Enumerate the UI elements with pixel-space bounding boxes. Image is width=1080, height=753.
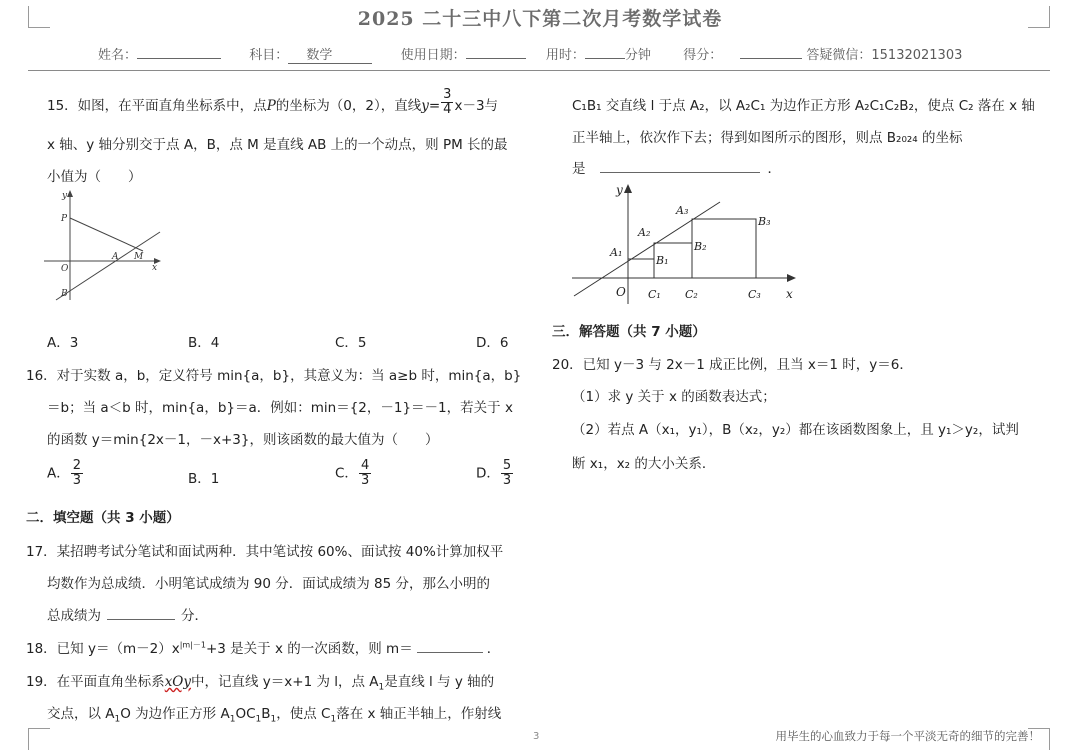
q19-label-b3: B₃ bbox=[758, 215, 771, 228]
q15-label-y: y bbox=[62, 191, 68, 201]
q15-label-b: B bbox=[61, 289, 68, 299]
q19-label-c3: C₃ bbox=[748, 288, 761, 301]
q20-line-1: 20．已知 y－3 与 2x－1 成正比例，且当 x＝1 时，y＝6． bbox=[552, 357, 913, 373]
q19-answer-blank[interactable] bbox=[600, 159, 760, 173]
q16-option-b[interactable]: B．1 bbox=[188, 471, 220, 487]
q15-label-a: A bbox=[112, 252, 119, 262]
q16-option-d[interactable] bbox=[476, 459, 514, 488]
q19-label-b1: B₁ bbox=[656, 254, 669, 267]
q15-label-x: x bbox=[152, 263, 158, 273]
q15-figure bbox=[40, 188, 165, 306]
q15-line-2: x 轴、y 轴分别交于点 A，B，点 M 是直线 AB 上的一个动点，则 PM 长的最 bbox=[47, 137, 508, 153]
q17-line-2: 均数作为总成绩．小明笔试成绩为 90 分．面试成绩为 85 分，那么小明的 bbox=[47, 576, 491, 592]
q15-var-y: y bbox=[421, 98, 429, 114]
subject-label: 科目： bbox=[249, 48, 289, 63]
q19-label-c1: C₁ bbox=[648, 288, 661, 301]
q17-line-3 bbox=[47, 604, 208, 624]
q17-text-a: 总成绩为 bbox=[47, 608, 101, 624]
q16-option-a-label: A． bbox=[47, 465, 70, 482]
q19-sub-1: 1 bbox=[378, 682, 385, 693]
q15-text-f: x－3与 bbox=[454, 98, 499, 114]
q19-label-a1: A₁ bbox=[610, 246, 623, 259]
q16-line-3: 的函数 y＝min{2x－1，－x+3}，则该函数的最大值为（ ） bbox=[47, 432, 439, 448]
q19-label-b2: B₂ bbox=[694, 240, 707, 253]
q19-l2-h: 1 bbox=[270, 714, 277, 725]
q19-l2-i: ，使点 C bbox=[276, 706, 331, 722]
q16-a-den: 3 bbox=[72, 473, 82, 488]
q19-label-a3: A₃ bbox=[676, 204, 689, 217]
q20-line-3: （2）若点 A（x₁，y₁），B（x₂，y₂）都在该函数图象上，且 y₁＞y₂，试判 bbox=[572, 422, 1019, 438]
q19-r3-a: 是 bbox=[572, 161, 586, 177]
q15-text-c: 的坐标为（0，2），直线 bbox=[275, 98, 422, 114]
q18-text-c: ． bbox=[486, 641, 501, 657]
q19-label-y: y bbox=[616, 183, 623, 197]
q19-l2-d: 1 bbox=[229, 714, 236, 725]
q18-exponent: |m|－1 bbox=[179, 640, 206, 650]
q19-right-line-1: C₁B₁ 交直线 l 于点 A₂，以 A₂C₁ 为边作正方形 A₂C₁C₂B₂，使点 C₂ 落在 x 轴 bbox=[572, 98, 1035, 114]
q15-option-b[interactable]: B．4 bbox=[188, 335, 220, 351]
q19-text-a: 19．在平面直角坐标系 bbox=[26, 674, 165, 690]
q19-line-1 bbox=[26, 670, 494, 693]
q19-label-x: x bbox=[786, 287, 793, 301]
q15-option-a[interactable]: A．3 bbox=[47, 335, 79, 351]
q15-label-p: P bbox=[61, 214, 68, 224]
q19-l2-b: 1 bbox=[114, 714, 121, 725]
q19-r3-b: ． bbox=[767, 161, 781, 177]
q15-line-3: 小值为（ ） bbox=[47, 169, 142, 185]
q18-text-a: 18．已知 y＝（m－2）x bbox=[26, 641, 180, 657]
q16-c-den: 3 bbox=[360, 473, 370, 488]
q16-c-num: 4 bbox=[360, 458, 370, 473]
q16-a-num: 2 bbox=[72, 458, 82, 473]
date-label: 使用日期： bbox=[400, 48, 466, 63]
q19-right-line-2: 正半轴上，依次作下去；得到如图所示的图形，则点 B₂₀₂₄ 的坐标 bbox=[572, 130, 963, 146]
q16-option-c-frac bbox=[359, 459, 371, 488]
q15-eq: = bbox=[428, 98, 441, 114]
q19-l2-f: 1 bbox=[255, 714, 262, 725]
q15-line-ab bbox=[56, 232, 160, 300]
q15-label-o: O bbox=[61, 264, 69, 274]
time-unit: 分钟 bbox=[624, 48, 651, 63]
q15-line-1 bbox=[47, 86, 499, 117]
q19-square-1 bbox=[628, 259, 654, 278]
q19-l2-a: 交点，以 A bbox=[47, 706, 115, 722]
q16-option-a-frac bbox=[71, 459, 83, 488]
section-2-heading: 二．填空题（共 3 小题） bbox=[26, 510, 180, 526]
time-label: 用时： bbox=[545, 48, 585, 63]
q19-figure bbox=[570, 180, 810, 308]
q19-l2-j: 1 bbox=[330, 714, 337, 725]
q18-text-b: +3 是关于 x 的一次函数，则 m＝ bbox=[205, 641, 413, 657]
q15-label-m: M bbox=[134, 252, 144, 262]
q18-line bbox=[26, 637, 500, 657]
q19-line-2 bbox=[47, 702, 501, 725]
page-number: 3 bbox=[533, 731, 540, 742]
q17-answer-blank[interactable] bbox=[107, 606, 175, 620]
q19-l2-c: O 为边作正方形 A bbox=[120, 706, 230, 722]
q20-line-2: （1）求 y 关于 x 的函数表达式； bbox=[572, 389, 776, 405]
q15-text-a: 15．如图，在平面直角坐标系中，点 bbox=[47, 98, 267, 114]
wechat-value: 15132021303 bbox=[871, 48, 963, 63]
right-column bbox=[540, 0, 1080, 753]
q16-line-2: ＝b；当 a＜b 时，min{a，b}＝a．例如：min＝{2，－1}＝－1，若关于 x bbox=[47, 400, 513, 416]
q16-option-d-label: D． bbox=[476, 465, 500, 482]
q17-line-1: 17．某招聘考试分笔试和面试两种．其中笔试按 60%、面试按 40%计算加权平 bbox=[26, 544, 504, 560]
q19-l2-e: OC bbox=[235, 706, 256, 722]
q16-option-a[interactable] bbox=[47, 459, 84, 488]
q15-option-c[interactable]: C．5 bbox=[335, 335, 367, 351]
section-3-heading: 三．解答题（共 7 小题） bbox=[552, 324, 706, 340]
q20-line-4: 断 x₁，x₂ 的大小关系． bbox=[572, 456, 716, 472]
footer-motto: 用毕生的心血致力于每一个平淡无奇的细节的完善！ bbox=[775, 729, 1040, 743]
q16-line-1: 16．对于实数 a，b，定义符号 min{a，b}，其意义为：当 a≥b 时，min{a，b} bbox=[26, 368, 522, 384]
q15-fraction bbox=[441, 88, 453, 117]
q15-frac-den: 4 bbox=[443, 101, 452, 117]
q17-text-b: 分． bbox=[181, 608, 208, 624]
wechat-label: 答疑微信： bbox=[806, 48, 872, 63]
q19-right-line-3 bbox=[572, 157, 781, 177]
q19-label-o: O bbox=[616, 285, 626, 299]
q19-l2-g: B bbox=[261, 706, 271, 722]
q15-frac-num: 3 bbox=[443, 86, 452, 102]
q15-var-p: P bbox=[266, 98, 276, 114]
q19-text-c: 中，记直线 y＝x+1 为 l，点 A bbox=[191, 674, 379, 690]
name-label: 姓名： bbox=[98, 48, 138, 63]
exam-title: 2025 二十三中八下第二次月考数学试卷 bbox=[357, 8, 723, 30]
score-label: 得分： bbox=[683, 48, 723, 63]
q19-label-c2: C₂ bbox=[685, 288, 698, 301]
q16-option-c[interactable] bbox=[335, 459, 372, 488]
q15-segment-pm bbox=[70, 218, 143, 251]
q16-d-den: 3 bbox=[502, 473, 512, 488]
subject-value: 数学 bbox=[288, 44, 372, 64]
q16-option-d-frac bbox=[501, 459, 513, 488]
q15-option-d[interactable]: D．6 bbox=[476, 335, 509, 351]
q18-answer-blank[interactable] bbox=[417, 639, 483, 653]
q19-text-e: 是直线 l 与 y 轴的 bbox=[384, 674, 495, 690]
q19-xoy: xOy bbox=[164, 674, 191, 690]
q19-label-a2: A₂ bbox=[638, 226, 651, 239]
q16-d-num: 5 bbox=[502, 458, 512, 473]
q16-option-c-label: C． bbox=[335, 465, 358, 482]
q19-l2-k: 落在 x 轴正半轴上，作射线 bbox=[336, 706, 502, 722]
